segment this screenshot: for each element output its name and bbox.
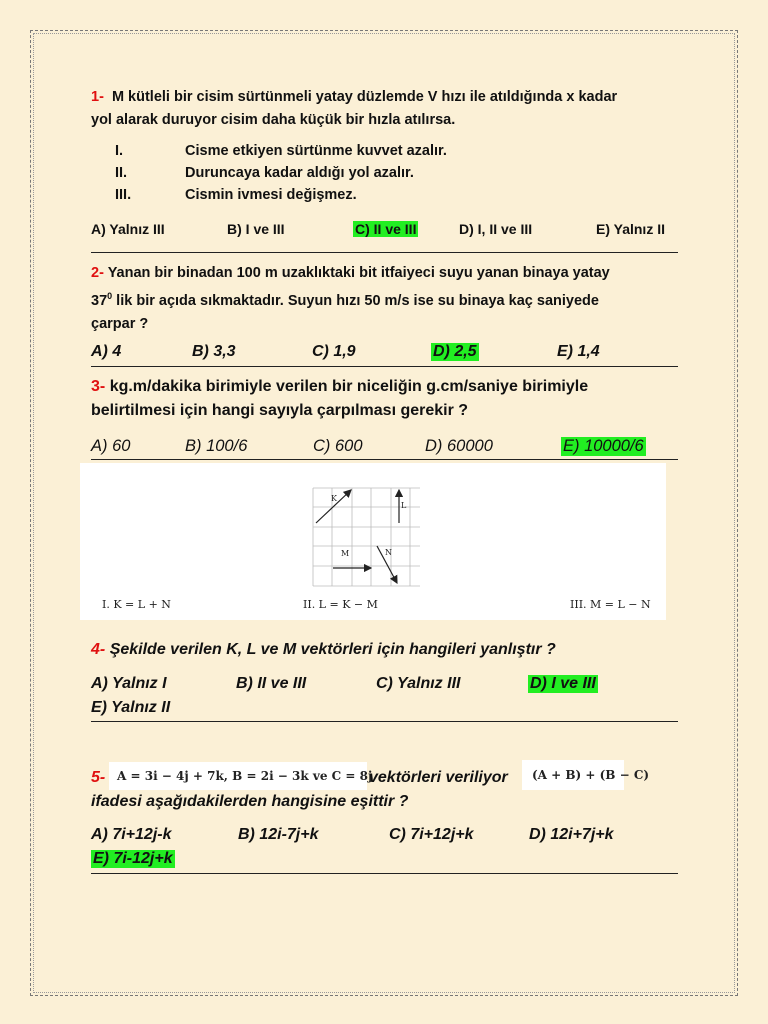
answer-option-d[interactable]: D) 60000 <box>425 436 493 455</box>
statement-item: II. Duruncaya kadar aldığı yol azalır. <box>115 165 414 181</box>
equation-1: I. K = L + N <box>102 598 171 611</box>
question-number: 3- <box>91 378 106 395</box>
question-2-text: 2- Yanan bir binadan 100 m uzaklıktaki bit itfaiyeci suyu yanan binaya yatay $37^0$ lik bir açıda sıkmaktadır. Suyun hızı 50 m/s ise su binaya kaç saniyede çarpar ? <box>91 265 610 332</box>
answer-option-c[interactable]: C) 600 <box>313 436 363 455</box>
question-5-mid-text: vektörleri veriliyor <box>369 769 508 786</box>
separator <box>91 721 678 722</box>
label-l: L <box>401 501 407 510</box>
vectors-expression-box <box>109 762 373 790</box>
answer-option-b[interactable]: B) 100/6 <box>185 436 248 455</box>
label-m: M <box>341 549 350 558</box>
separator <box>91 459 678 460</box>
question-2 <box>91 262 683 336</box>
answer-option-a[interactable]: A) Yalnız III <box>91 221 165 237</box>
question-5-options-row2 <box>91 847 683 871</box>
answer-option-a[interactable]: A) 60 <box>91 436 131 455</box>
question-5-line2-wrap <box>91 790 683 814</box>
question-1-line2: yol alarak duruyor cisim daha küçük bir hızla atılırsa. <box>91 112 456 128</box>
question-1-text <box>91 86 683 132</box>
answer-option-b[interactable]: B) 12i-7j+k <box>238 826 319 843</box>
question-3-line1: kg.m/dakika birimiyle verilen bir niceliğin g.cm/saniye birimiyle <box>109 378 589 395</box>
separator <box>91 366 678 367</box>
answer-option-e[interactable]: E) Yalnız II <box>596 221 665 237</box>
answer-option-d[interactable]: D) 12i+7j+k <box>529 826 614 843</box>
question-3-options <box>91 434 683 458</box>
answer-option-b[interactable]: B) II ve III <box>236 675 307 692</box>
question-number: 1- <box>91 89 104 105</box>
question-4-options <box>91 672 683 696</box>
answer-option-e-correct[interactable]: E) 7i-12j+k <box>93 850 173 867</box>
statement-item: I. Cisme etkiyen sürtünme kuvvet azalır. <box>115 143 447 159</box>
answer-option-e-correct[interactable]: E) 10000/6 <box>563 436 644 455</box>
vectors-expression: A = 3i − 4j + 7k, B = 2i − 3k ve C = 8j <box>117 769 373 783</box>
answer-option-e[interactable]: E) Yalnız II <box>91 699 171 716</box>
answer-option-c[interactable]: C) 7i+12j+k <box>389 826 474 843</box>
sum-expression: (A + B) + (B − C) <box>532 768 650 782</box>
question-4-options-row2 <box>91 696 683 720</box>
equation-3: III. M = L − N <box>570 598 651 611</box>
question-number: 5- <box>91 769 106 786</box>
statement-item: III. Cismin ivmesi değişmez. <box>115 187 357 203</box>
answer-option-d-correct[interactable]: D) I ve III <box>530 675 596 692</box>
question-4 <box>91 638 683 662</box>
answer-option-d-correct[interactable]: D) 2,5 <box>433 343 477 360</box>
label-k: K <box>331 494 337 503</box>
question-5-line2: ifadesi aşağıdakilerden hangisine eşittir ? <box>91 793 409 810</box>
question-number: 4- <box>91 641 106 658</box>
statement-list <box>91 140 683 206</box>
separator <box>91 252 678 253</box>
equation-2: II. L = K − M <box>303 598 378 611</box>
question-3-text <box>91 375 683 423</box>
answer-option-e[interactable]: E) 1,4 <box>557 343 600 360</box>
answer-option-d[interactable]: D) I, II ve III <box>459 221 533 237</box>
question-2-options <box>91 340 683 364</box>
question-1 <box>91 86 683 206</box>
vector-figure <box>80 463 666 620</box>
question-3-line2: belirtilmesi için hangi sayıyla çarpılması gerekir ? <box>91 402 469 419</box>
question-3 <box>91 375 683 423</box>
answer-option-c[interactable]: C) Yalnız III <box>376 675 461 692</box>
answer-option-a[interactable]: A) Yalnız I <box>91 675 167 692</box>
answer-option-b[interactable]: B) 3,3 <box>192 343 236 360</box>
question-1-line1: M kütleli bir cisim sürtünmeli yatay düzlemde V hızı ile atıldığında x kadar <box>111 89 618 105</box>
question-4-line1: Şekilde verilen K, L ve M vektörleri için hangileri yanlıştır ? <box>109 641 556 658</box>
question-number: 2- <box>91 265 104 281</box>
answer-option-c[interactable]: C) 1,9 <box>312 343 356 360</box>
question-1-options <box>91 218 683 240</box>
separator <box>91 873 678 874</box>
answer-option-c-correct[interactable]: C) II ve III <box>355 221 417 237</box>
question-5 <box>91 762 683 792</box>
answer-option-a[interactable]: A) 7i+12j-k <box>91 826 172 843</box>
vector-grid-diagram <box>80 463 666 620</box>
answer-option-a[interactable]: A) 4 <box>91 343 122 360</box>
question-2-line3: çarpar ? <box>91 315 149 332</box>
question-4-text <box>91 638 683 662</box>
question-2-line1: Yanan bir binadan 100 m uzaklıktaki bit itfaiyeci suyu yanan binaya yatay <box>107 265 610 281</box>
label-n: N <box>385 548 392 557</box>
sum-expression-box <box>522 760 650 790</box>
question-5-options <box>91 823 683 847</box>
answer-option-b[interactable]: B) I ve III <box>227 221 285 237</box>
